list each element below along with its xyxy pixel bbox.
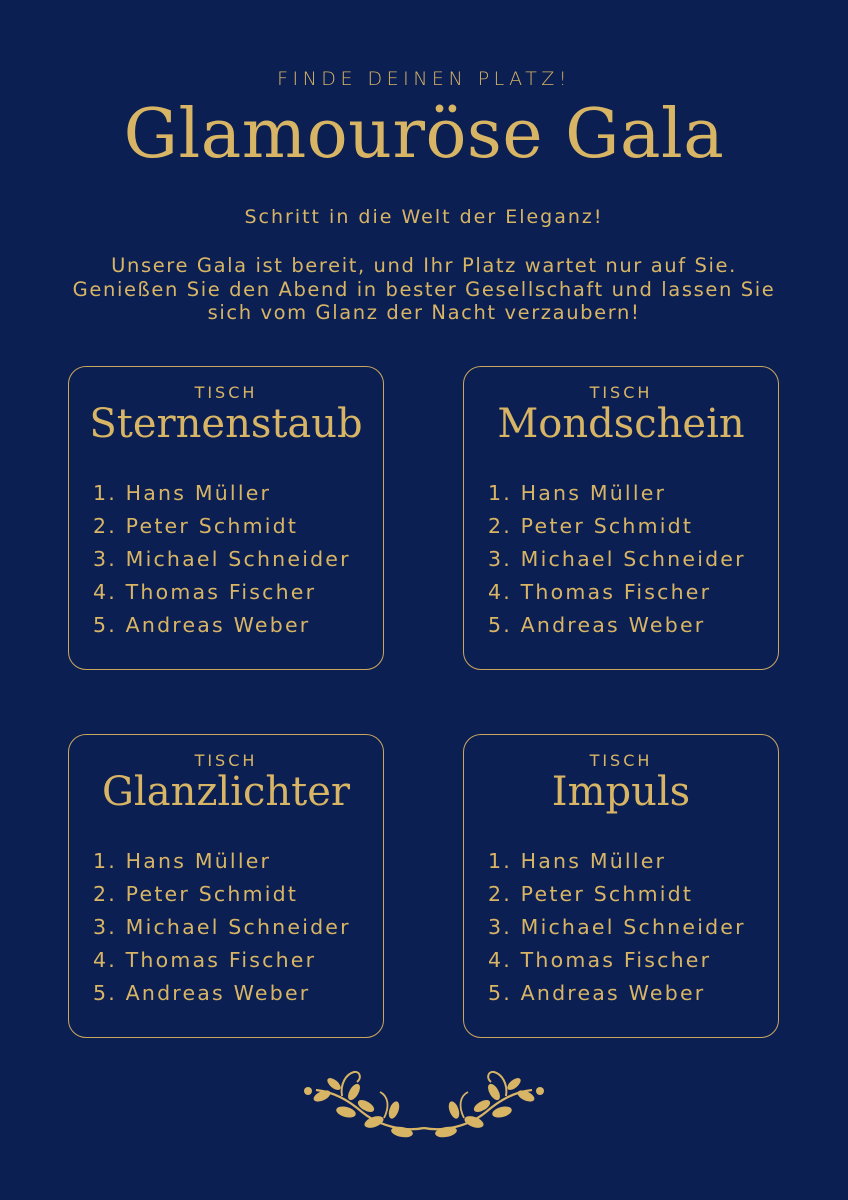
table-card-mondschein	[463, 366, 779, 670]
guest-list	[93, 845, 351, 1010]
guest-item: 1. Hans Müller	[488, 849, 667, 873]
table-name: Sternenstaub	[89, 401, 363, 447]
table-card-glanzlichter	[68, 734, 384, 1038]
guest-item: 4. Thomas Fischer	[488, 580, 712, 604]
table-name: Impuls	[551, 769, 691, 815]
intro-paragraph: Unsere Gala ist bereit, und Ihr Platz wartet nur auf Sie. Genießen Sie den Abend in bester Gesellschaft und lassen Sie sich vom Glanz der Nacht verzaubern!	[72, 254, 776, 324]
guest-item: 3. Michael Schneider	[93, 915, 351, 939]
table-card-impuls	[463, 734, 779, 1038]
table-card-sternenstaub	[68, 366, 384, 670]
guest-item: 2. Peter Schmidt	[488, 882, 694, 906]
table-name: Mondschein	[497, 401, 745, 447]
guest-item: 5. Andreas Weber	[488, 613, 706, 637]
table-label: TISCH	[194, 383, 258, 402]
table-label: TISCH	[194, 751, 258, 770]
guest-item: 1. Hans Müller	[488, 481, 667, 505]
floral-ornament-icon	[294, 1060, 554, 1150]
guest-item: 3. Michael Schneider	[488, 547, 746, 571]
subtitle: Schritt in die Welt der Eleganz!	[244, 206, 604, 228]
guest-item: 1. Hans Müller	[93, 481, 272, 505]
eyebrow-heading: FINDE DEINEN PLATZ!	[277, 68, 571, 90]
guest-item: 4. Thomas Fischer	[488, 948, 712, 972]
guest-item: 3. Michael Schneider	[93, 547, 351, 571]
guest-item: 2. Peter Schmidt	[93, 882, 299, 906]
guest-item: 5. Andreas Weber	[93, 981, 311, 1005]
guest-item: 2. Peter Schmidt	[488, 514, 694, 538]
guest-list	[488, 477, 746, 642]
guest-item: 5. Andreas Weber	[93, 613, 311, 637]
guest-item: 2. Peter Schmidt	[93, 514, 299, 538]
guest-item: 5. Andreas Weber	[488, 981, 706, 1005]
page-title: Glamouröse Gala	[123, 95, 725, 174]
guest-list	[93, 477, 351, 642]
guest-item: 4. Thomas Fischer	[93, 948, 317, 972]
table-label: TISCH	[589, 751, 653, 770]
guest-item: 1. Hans Müller	[93, 849, 272, 873]
table-name: Glanzlichter	[101, 769, 351, 815]
guest-list	[488, 845, 746, 1010]
guest-item: 3. Michael Schneider	[488, 915, 746, 939]
table-label: TISCH	[589, 383, 653, 402]
guest-item: 4. Thomas Fischer	[93, 580, 317, 604]
